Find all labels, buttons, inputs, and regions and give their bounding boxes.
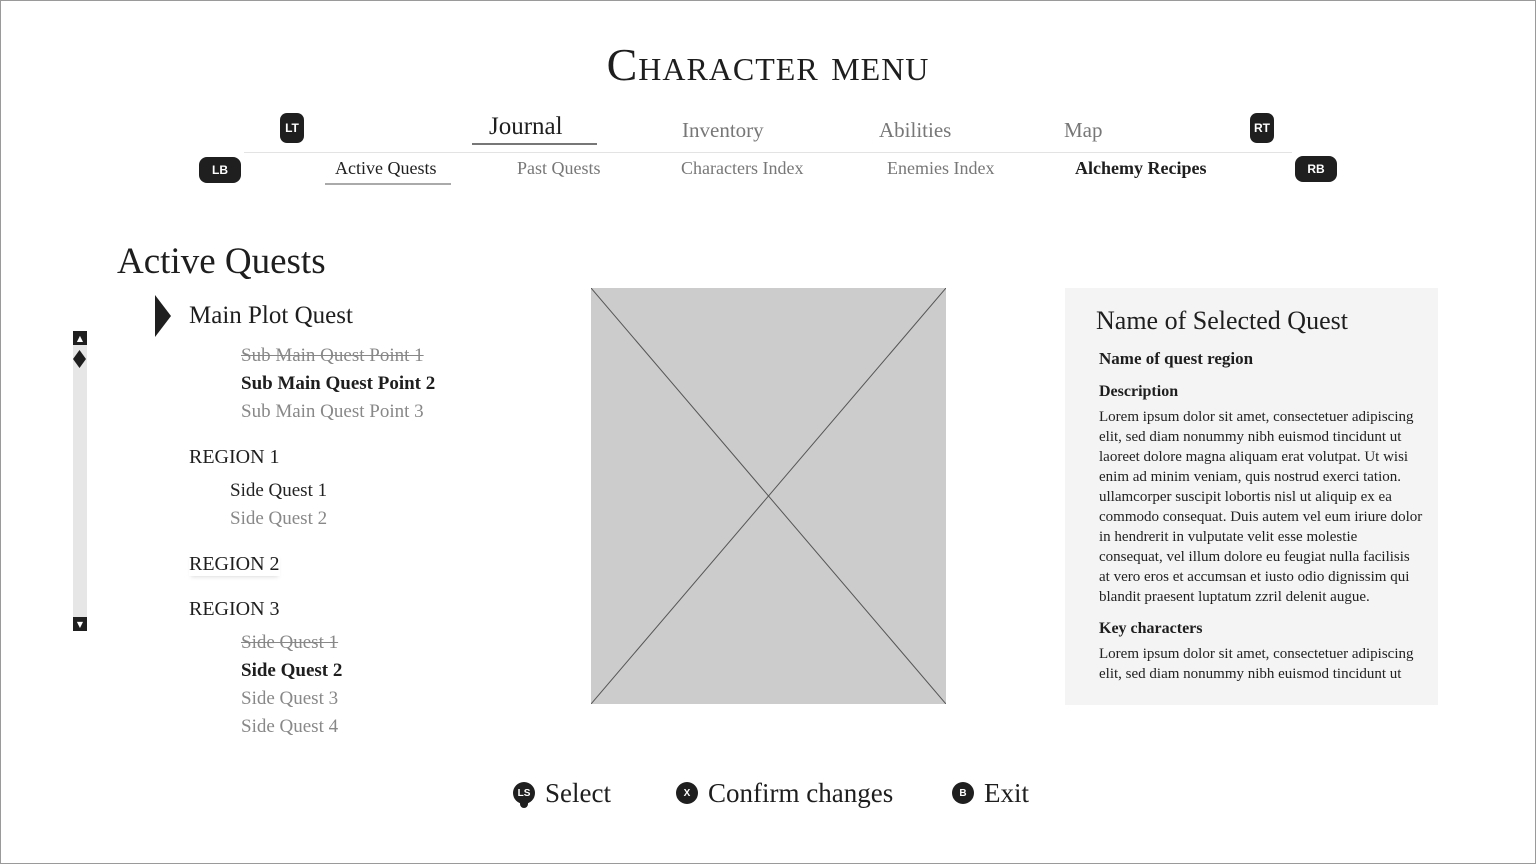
scroll-up-icon[interactable]: ▲	[73, 331, 87, 345]
region-3-header[interactable]: REGION 3	[189, 598, 280, 620]
description-label: Description	[1099, 383, 1179, 400]
page-title: Character menu	[606, 39, 930, 90]
section-heading: Active Quests	[117, 241, 326, 282]
rb-button[interactable]: RB	[1295, 156, 1337, 182]
subtab-active-quests[interactable]: Active Quests	[335, 158, 437, 178]
region-3-side-quest-1[interactable]: Side Quest 1	[241, 632, 339, 653]
active-tab-underline	[472, 143, 597, 145]
quest-details-panel	[1065, 288, 1438, 705]
x-button-icon: X	[676, 782, 698, 804]
subtab-alchemy-recipes[interactable]: Alchemy Recipes	[1075, 158, 1207, 178]
selected-quest-name: Name of Selected Quest	[1096, 306, 1348, 335]
ls-stick-icon: LS	[513, 782, 535, 804]
region-3-side-quest-4[interactable]: Side Quest 4	[241, 716, 339, 737]
scrollbar[interactable]	[73, 345, 87, 620]
exit-label: Exit	[984, 777, 1029, 808]
lb-button[interactable]: LB	[199, 157, 241, 183]
subtab-characters-index[interactable]: Characters Index	[681, 158, 804, 178]
subtab-past-quests[interactable]: Past Quests	[517, 158, 601, 178]
region-2-header[interactable]: REGION 2	[189, 553, 280, 575]
selection-caret-icon	[155, 295, 171, 337]
subtab-enemies-index[interactable]: Enemies Index	[887, 158, 995, 178]
region-1-side-quest-2[interactable]: Side Quest 2	[230, 508, 328, 529]
confirm-changes-action[interactable]	[676, 776, 893, 810]
select-action[interactable]	[513, 776, 611, 810]
active-subtab-underline	[325, 183, 451, 185]
key-characters-text: Lorem ipsum dolor sit amet, consectetuer adipiscing elit, sed diam nonummy nibh euismod tincidunt ut	[1099, 646, 1414, 682]
main-quest-point-3[interactable]: Sub Main Quest Point 3	[241, 401, 424, 422]
region-1-side-quest-1[interactable]: Side Quest 1	[230, 480, 328, 501]
tab-inventory[interactable]: Inventory	[682, 118, 764, 142]
main-quest-title[interactable]: Main Plot Quest	[189, 302, 353, 329]
quest-region-name: Name of quest region	[1099, 349, 1254, 368]
rt-button[interactable]: RT	[1250, 113, 1274, 143]
key-characters-label: Key characters	[1099, 620, 1203, 637]
region-3-side-quest-3[interactable]: Side Quest 3	[241, 688, 339, 709]
region-3-side-quest-2[interactable]: Side Quest 2	[241, 660, 343, 681]
region-1-header[interactable]: REGION 1	[189, 446, 280, 468]
tab-divider	[244, 152, 1292, 153]
main-quest-point-2[interactable]: Sub Main Quest Point 2	[241, 373, 436, 394]
scroll-down-icon[interactable]: ▼	[73, 617, 87, 631]
select-label: Select	[545, 777, 611, 808]
tab-journal[interactable]: Journal	[489, 113, 563, 140]
quest-image-placeholder	[591, 288, 946, 704]
tab-map[interactable]: Map	[1064, 118, 1103, 142]
main-quest-point-1[interactable]: Sub Main Quest Point 1	[241, 345, 424, 366]
tab-abilities[interactable]: Abilities	[879, 118, 952, 142]
scroll-thumb[interactable]	[73, 350, 86, 368]
description-text: Lorem ipsum dolor sit amet, consectetuer adipiscing elit, sed diam nonummy nibh euismod tincidunt ut laoreet dolore magna aliquam erat volutpat. Ut wisi enim ad minim veniam, quis nostrud exerci tation. ullamcorper suscipit lobortis nisl ut aliquip ex ea commodo consequat. Duis autem vel eum iriure dolor in hendrerit in vulputate velit esse molestie consequat, vel illum dolore eu feugiat nulla facilisis at vero eros et accumsan et iusto odio dignissim qui blandit praesent luptatum zzril delenit augue.	[1099, 409, 1423, 605]
confirm-changes-label: Confirm changes	[708, 777, 894, 808]
lt-button[interactable]: LT	[280, 113, 304, 143]
exit-action[interactable]	[952, 776, 1029, 810]
b-button-icon: B	[952, 782, 974, 804]
